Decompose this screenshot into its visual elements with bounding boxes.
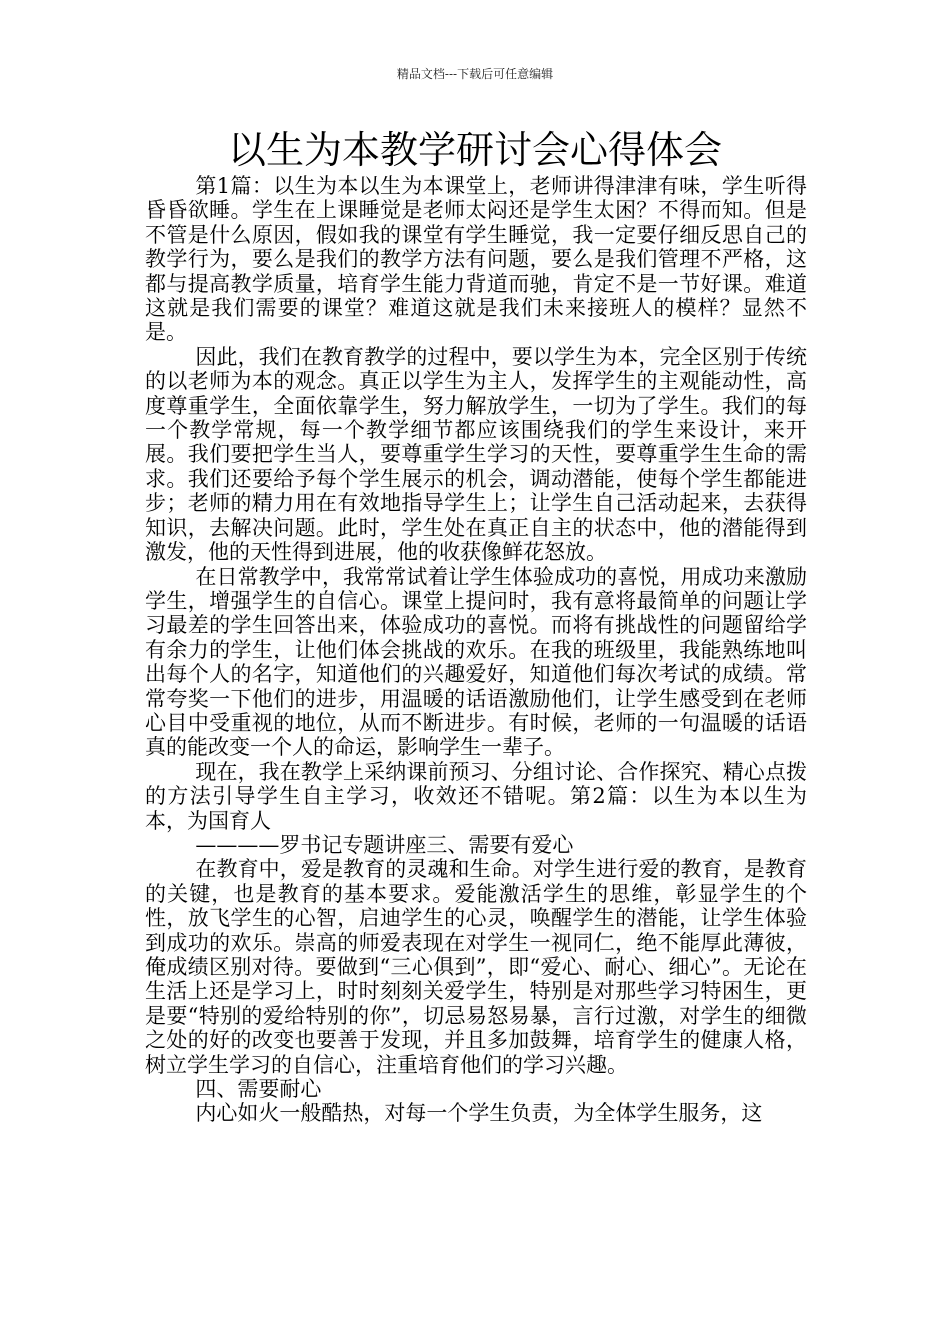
document-title: 以生为本教学研讨会心得体会 [227, 128, 722, 172]
paragraph-1: 第1篇：以生为本以生为本课堂上，老师讲得津津有味，学生听得昏昏欲睡。学生在上课睡觉是老师太闷还是学生太困？不得而知。但是不管是什么原因，假如我的课堂有学生睡觉，我一定要仔细反思自己的教学行为，要么是我们的教学方法有问题，要么是我们管理不严格，这都与提高教学质量，培育学生能力背道而驰，肯定不是一节好课。难道这就是我们需要的课堂？难道这就是我们未来接班人的模样？显然不是。 [145, 174, 807, 345]
section-heading-patience: 四、需要耐心 [195, 1077, 322, 1102]
paragraph-5: 在教育中，爱是教育的灵魂和生命。对学生进行爱的教育，是教育的关键，也是教育的基本要求。爱能激活学生的思维，彰显学生的个性，放飞学生的心智，启迪学生的心灵，唤醒学生的潜能，让学生体验到成功的欢乐。崇高的师爱表现在对学生一视同仁，绝不能厚此薄彼，俺成绩区别对待。要做到“三心俱到”，即“爱心、耐心、细心”。无论在生活上还是学习上，时时刻刻关爱学生，特别是对那些学习特困生，更是要“特别的爱给特别的你”，切忌易怒易暴，言行过激，对学生的细微之处的好的改变也要善于发现，并且多加鼓舞，培育学生的健康人格，树立学生学习的自信心，注重培育他们的学习兴趣。 [145, 857, 807, 1077]
document-body [145, 174, 807, 1126]
paragraph-2: 因此，我们在教育教学的过程中，要以学生为本，完全区别于传统的以老师为本的观念。真正以学生为主人，发挥学生的主观能动性，高度尊重学生，全面依靠学生，努力解放学生，一切为了学生。我们的每一个教学常规，每一个教学细节都应该围绕我们的学生来设计，来开展。我们要把学生当人，要尊重学生学习的天性，要尊重学生生命的需求。我们还要给予每个学生展示的机会，调动潜能，使每个学生都能进步；老师的精力用在有效地指导学生上；让学生自己活动起来，去获得知识，去解决问题。此时，学生处在真正自主的状态中，他的潜能得到激发，他的天性得到进展，他的收获像鲜花怒放。 [145, 344, 807, 565]
page-header: 精品文档---下载后可任意编辑 [396, 67, 554, 81]
paragraph-4: 现在，我在教学上采纳课前预习、分组讨论、合作探究、精心点拨的方法引导学生自主学习，收效还不错呢。第2篇：以生为本以生为本，为国育人 [145, 759, 807, 833]
lecture-subheading: ————罗书记专题讲座三、需要有爱心 [195, 832, 574, 857]
paragraph-3: 在日常教学中，我常常试着让学生体验成功的喜悦，用成功来激励学生，增强学生的自信心。课堂上提问时，我有意将最简单的问题让学习最差的学生回答出来，体验成功的喜悦。而将有挑战性的问题留给学有余力的学生，让他们体会挑战的欢乐。在我的班级里，我能熟练地叫出每个人的名字，知道他们的兴趣爱好，知道他们每次考试的成绩。常常夸奖一下他们的进步，用温暖的话语激励他们，让学生感受到在老师心目中受重视的地位，从而不断进步。有时候，老师的一句温暖的话语真的能改变一个人的命运，影响学生一辈子。 [145, 564, 807, 760]
paragraph-6: 内心如火一般酷热，对每一个学生负责，为全体学生服务，这 [195, 1101, 763, 1126]
